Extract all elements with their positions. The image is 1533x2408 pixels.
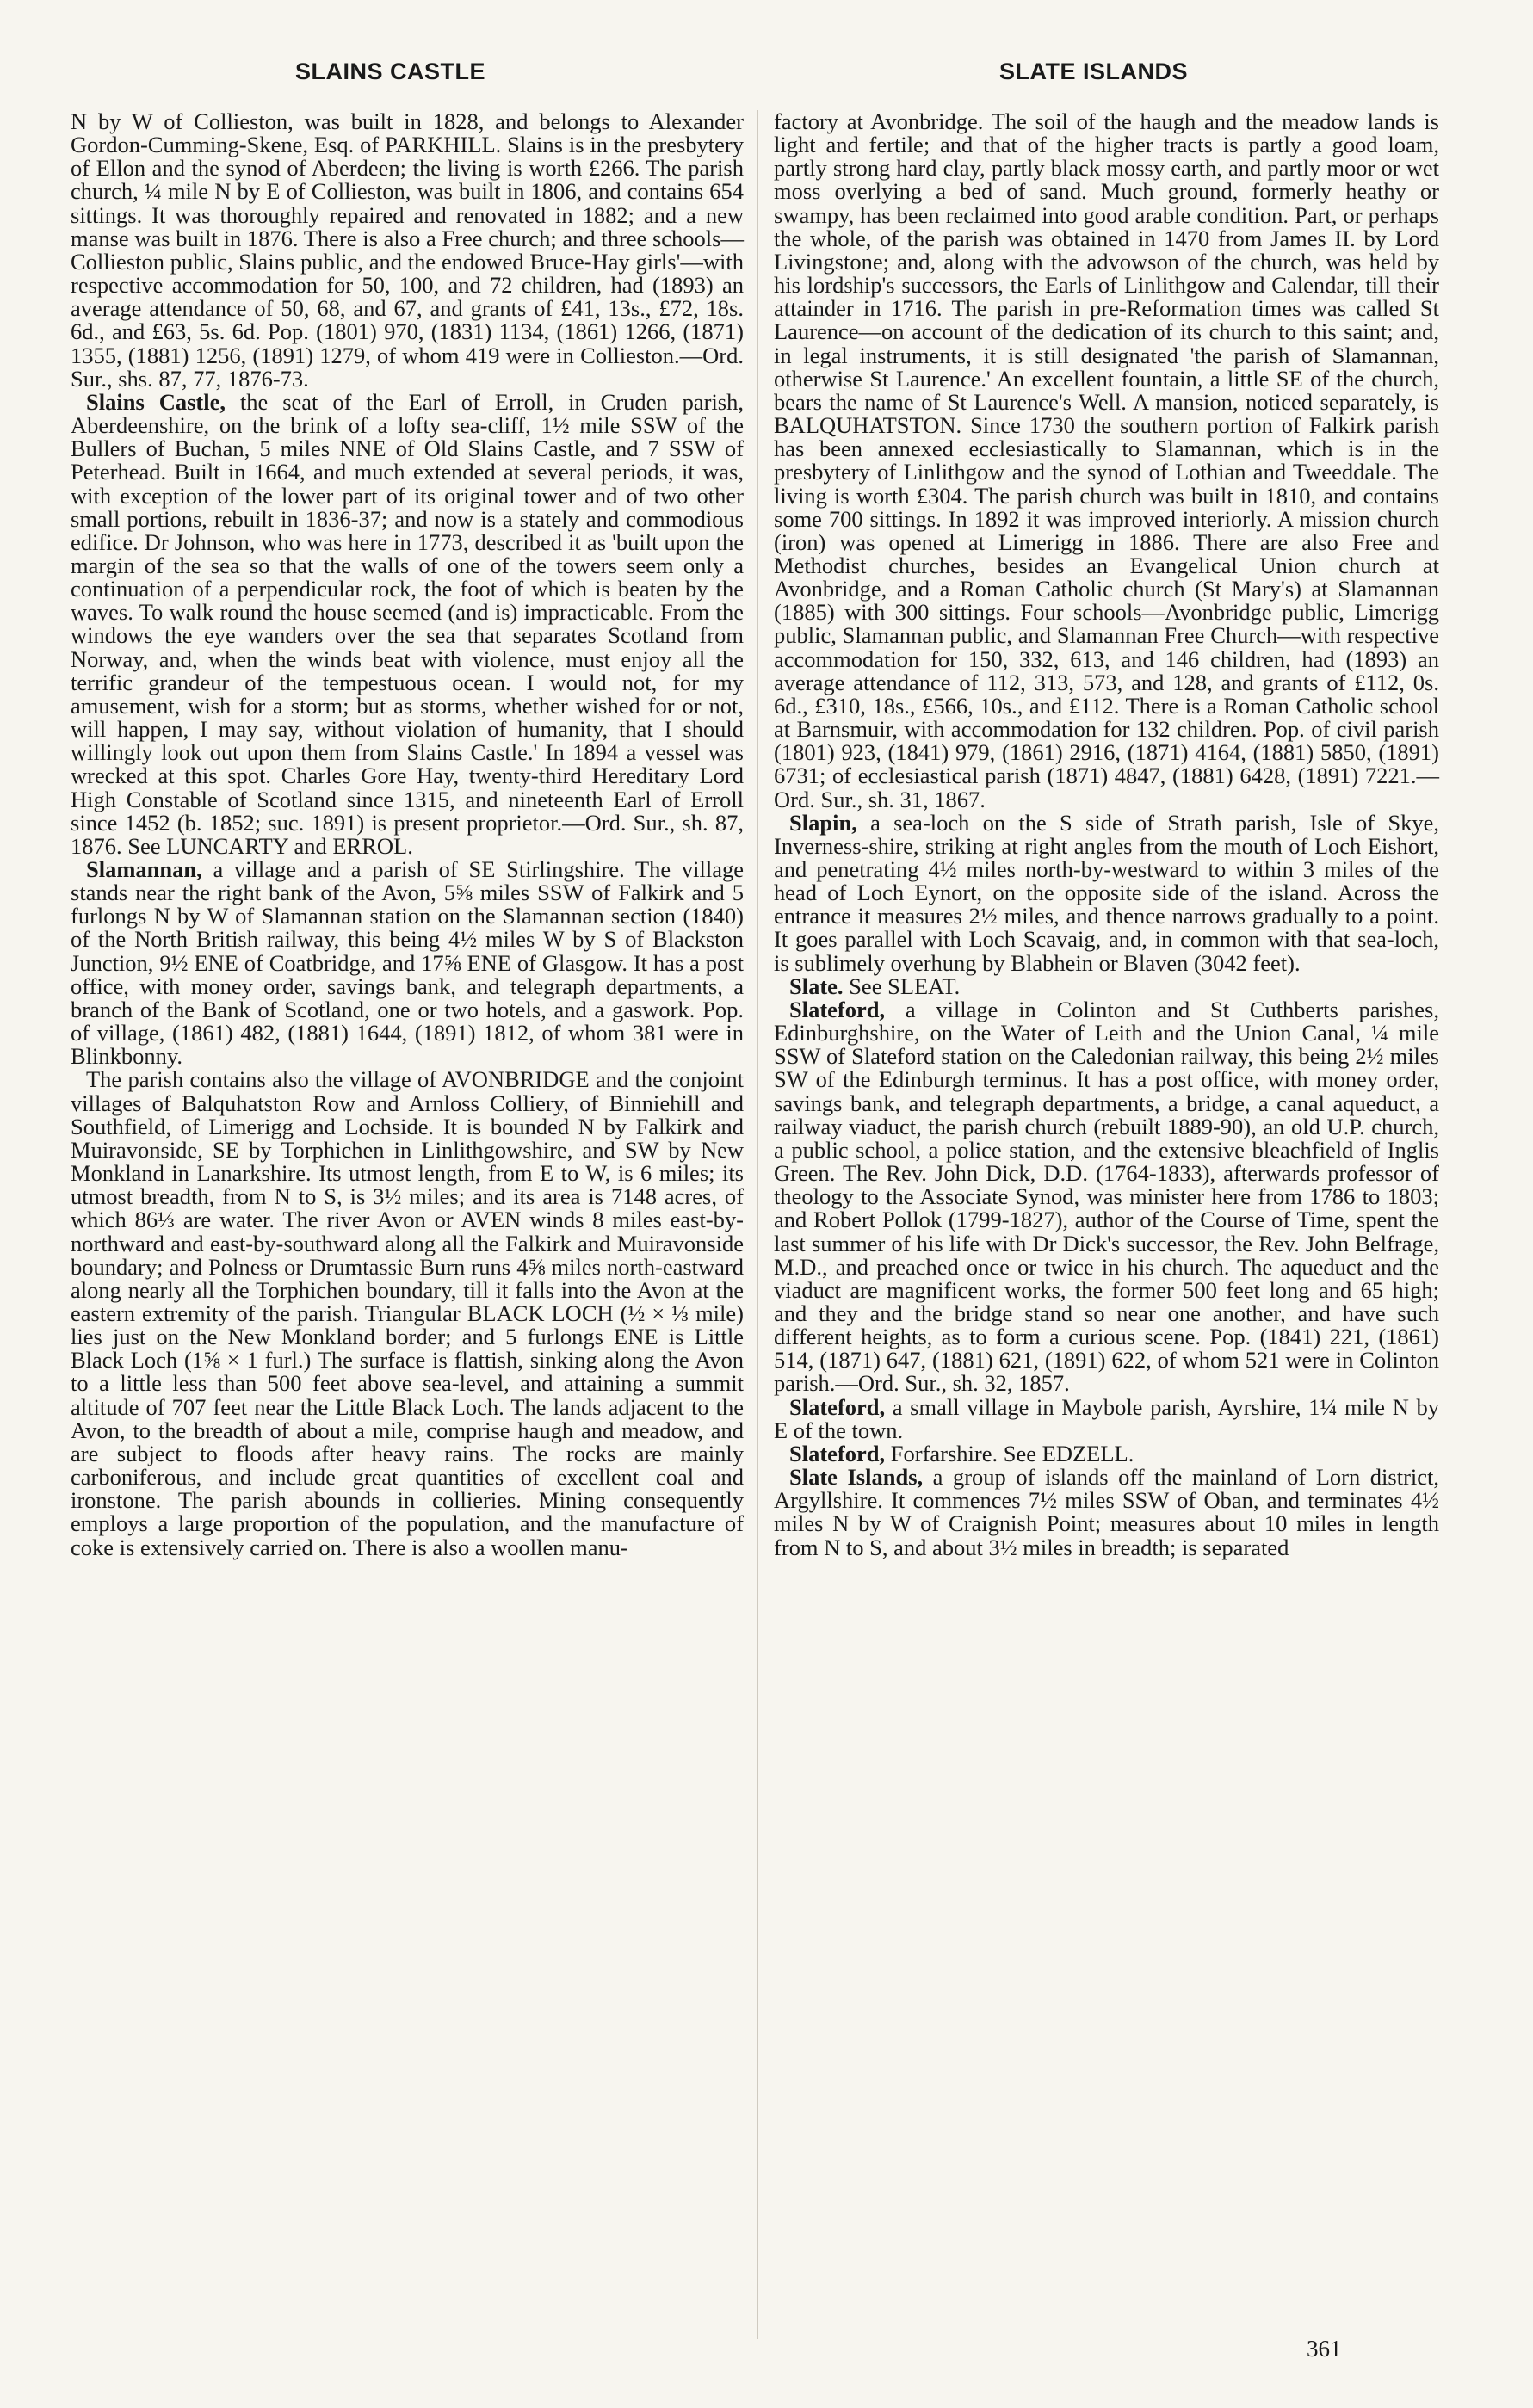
entry-headword: Slateford, [789, 996, 886, 1022]
entry-paragraph [774, 1466, 1439, 1559]
entry-headword: Slamannan, [86, 856, 202, 882]
entry-paragraph [774, 110, 1439, 812]
entry-text: a small village in Maybole parish, Ayrshire, 1¼ mile N by E of the town. [774, 1393, 1439, 1443]
entry-paragraph [774, 1442, 1439, 1466]
entry-headword: Slains Castle, [86, 388, 226, 415]
column-divider [757, 110, 758, 2339]
right-column [774, 110, 1439, 1559]
entry-paragraph [774, 998, 1439, 1396]
entry-paragraph [71, 110, 744, 391]
entry-text: Forfarshire. See EDZELL. [885, 1440, 1134, 1466]
entry-paragraph [774, 809, 1439, 976]
header-right: SLATE ISLANDS [999, 59, 1189, 84]
entry-text: a village in Colinton and St Cuthberts parishes, Edinburghshire, on the Water of Leith and the Union Canal, ¼ mile SSW of Slateford station on the Caledonian railway, this being 2½ miles SW of the Edinburgh terminus. It has a post office, with money order, savings bank, and telegraph departments, a bridge, a canal aqueduct, a railway viaduct, the parish church (rebuilt 1889-90), an old U.P. church, a public school, a police station, and the extensive bleachfield of Inglis Green. The Rev. John Dick, D.D. (1764-1833), afterwards professor of theology to the Associate Synod, was minister here from 1786 to 1803; and Robert Pollok (1799-1827), author of the Course of Time, spent the last summer of his life with Dr Dick's successor, the Rev. John Belfrage, M.D., and preached once or twice in his church. The aqueduct and the viaduct are magnificent works, the former 500 feet long and 65 high; and they and the bridge stand so near one another, and have such different heights, as to form a curious scene. Pop. (1841) 221, (1861) 514, (1871) 647, (1881) 621, (1891) 622, of whom 521 were in Colinton parish.—Ord. Sur., sh. 32, 1857. [774, 996, 1439, 1397]
entry-text: a group of islands off the mainland of Lorn district, Argyllshire. It commences 7½ miles SSW of Oban, and terminates 4½ miles N by W of Craignish Point; measures about 10 miles in length from N to S, and about 3½ miles in breadth; is separated [774, 1464, 1440, 1560]
entry-paragraph [71, 1068, 744, 1559]
entry-text: See SLEAT. [843, 972, 961, 999]
entry-headword: Slateford, [789, 1393, 886, 1420]
entry-paragraph [71, 388, 744, 859]
page-number: 361 [1307, 2336, 1342, 2362]
entry-headword: Slapin, [789, 809, 857, 836]
entry-text: a village and a parish of SE Stirlingshire. The village stands near the right bank of the Avon, 5⅝ miles SSW of Falkirk and 5 furlongs N by W of Slamannan station on the Slamannan section (1840) of the North British railway, this being 4½ miles W by S of Blackston Junction, 9½ ENE of Coatbridge, and 17⅝ ENE of Glasgow. It has a post office, with money order, savings bank, and telegraph departments, a branch of the Bank of Scotland, one or two hotels, and a gaswork. Pop. of village, (1861) 482, (1881) 1644, (1891) 1812, of whom 381 were in Blinkbonny. [71, 856, 744, 1070]
running-header [0, 59, 1533, 93]
entry-text: The parish contains also the village of AVONBRIDGE and the conjoint villages of Balquhatston Row and Arnloss Colliery, of Binniehill and Southfield, of Limerigg and Lochside. It is bounded N by Falkirk and Muiravonside, SE by Torphichen in Linlithgowshire, and SW by New Monkland in Lanarkshire. Its utmost length, from E to W, is 6 miles; its utmost breadth, from N to S, is 3½ miles; and its area is 7148 acres, of which 86⅓ are water. The river Avon or AVEN winds 8 miles east-by-northward and east-by-southward along all the Falkirk and Muiravonside boundary; and Polness or Drumtassie Burn runs 4⅝ miles north-eastward along nearly all the Torphichen boundary, till it falls into the Avon at the eastern extremity of the parish. Triangular BLACK LOCH (½ × ⅓ mile) lies just on the New Monkland border; and 5 furlongs ENE is Little Black Loch (1⅝ × 1 furl.) The surface is flattish, sinking along the Avon to a little less than 500 feet above sea-level, and attaining a summit altitude of 707 feet near the Little Black Loch. The lands adjacent to the Avon, to the breadth of about a mile, comprise haugh and meadow, and are subject to floods after heavy rains. The rocks are mainly carboniferous, and include great quantities of excellent coal and ironstone. The parish abounds in collieries. Mining consequently employs a large proportion of the population, and the manufacture of coke is extensively carried on. There is also a woollen manu- [71, 1066, 744, 1560]
entry-text: factory at Avonbridge. The soil of the haugh and the meadow lands is light and fertile; and that of the higher tracts is partly a good loam, partly strong hard clay, partly black mossy earth, and partly moor or wet moss overlying a bed of sand. Much ground, formerly heathy or swampy, has been reclaimed into good arable condition. Part, or perhaps the whole, of the parish was obtained in 1470 from James II. by Lord Livingstone; and, along with the advowson of the church, was held by his lordship's successors, the Earls of Linlithgow and Calendar, till their attainder in 1716. The parish in pre-Reformation times was called St Laurence—on account of the dedication of its church to this saint; and, in legal instruments, it is still designated 'the parish of Slamannan, otherwise St Laurence.' An excellent fountain, a little SE of the church, bears the name of St Laurence's Well. A mansion, noticed separately, is BALQUHATSTON. Since 1730 the southern portion of Falkirk parish has been annexed ecclesiastically to Slamannan, which is in the presbytery of Linlithgow and the synod of Lothian and Tweeddale. The living is worth £304. The parish church was built in 1810, and contains some 700 sittings. In 1892 it was improved interiorly. A mission church (iron) was opened at Limerigg in 1886. There are also Free and Methodist churches, besides an Evangelical Union church at Avonbridge, and a Roman Catholic church (St Mary's) at Slamannan (1885) with 300 sittings. Four schools—Avonbridge public, Limerigg public, Slamannan public, and Slamannan Free Church—with respective accommodation for 150, 332, 613, and 146 children, had (1893) an average attendance of 112, 313, 573, and 128, and grants of £112, 0s. 6d., £310, 18s., £566, 10s., and £112. There is a Roman Catholic school at Barnsmuir, with accommodation for 132 children. Pop. of civil parish (1801) 923, (1841) 979, (1861) 2916, (1871) 4164, (1881) 5850, (1891) 6731; of ecclesiastical parish (1871) 4847, (1881) 6428, (1891) 7221.—Ord. Sur., sh. 31, 1867. [774, 108, 1439, 812]
entry-headword: Slate. [789, 972, 844, 999]
entry-paragraph [774, 1393, 1439, 1443]
entry-paragraph [71, 858, 744, 1068]
left-column [71, 110, 744, 1559]
entry-text: a sea-loch on the S side of Strath parish, Isle of Skye, Inverness-shire, striking at right angles from the mouth of Loch Eishort, and penetrating 4½ miles north-by-westward to within 3 miles of the head of Loch Eynort, on the opposite side of the island. Across the entrance it measures 2½ miles, and thence narrows gradually to a point. It goes parallel with Loch Scavaig, and, in common with that sea-loch, is sublimely overhung by Blabhein or Blaven (3042 feet). [774, 809, 1439, 976]
entry-text: N by W of Collieston, was built in 1828, and belongs to Alexander Gordon-Cumming-Skene, Esq. of PARKHILL. Slains is in the presbytery of Ellon and the synod of Aberdeen; the living is worth £266. The parish church, ¼ mile N by E of Collieston, was built in 1806, and contains 654 sittings. It was thoroughly repaired and renovated in 1882; and a new manse was built in 1876. There is also a Free church; and three schools—Collieston public, Slains public, and the endowed Bruce-Hay girls'—with respective accommodation for 50, 100, and 72 children, had (1893) an average attendance of 50, 68, and 67, and grants of £41, 13s., £72, 18s. 6d., and £63, 5s. 6d. Pop. (1801) 970, (1831) 1134, (1861) 1266, (1871) 1355, (1881) 1256, (1891) 1279, of whom 419 were in Collieston.—Ord. Sur., shs. 87, 77, 1876-73. [71, 108, 744, 392]
entry-headword: Slateford, [789, 1440, 886, 1466]
entry-paragraph [774, 972, 1439, 999]
entry-text: the seat of the Earl of Erroll, in Cruden parish, Aberdeenshire, on the brink of a lofty sea-cliff, 1½ mile SSW of the Bullers of Buchan, 5 miles NNE of Old Slains Castle, and 7 SSW of Peterhead. Built in 1664, and much extended at several periods, it was, with exception of the lower part of its original tower and of two other small portions, rebuilt in 1836-37; and now is a stately and commodious edifice. Dr Johnson, who was here in 1773, described it as 'built upon the margin of the sea so that the walls of one of the towers seem only a continuation of a perpendicular rock, the foot of which is beaten by the waves. To walk round the house seemed (and is) impracticable. From the windows the eye wanders over the sea that separates Scotland from Norway, and, when the winds beat with violence, must enjoy all the terrific grandeur of the tempestuous ocean. I would not, for my amusement, wish for a storm; but as storms, whether wished for or not, will happen, I may say, without violation of humanity, that I should willingly look out upon them from Slains Castle.' In 1894 a vessel was wrecked at this spot. Charles Gore Hay, twenty-third Hereditary Lord High Constable of Scotland since 1315, and nineteenth Earl of Erroll since 1452 (b. 1852; suc. 1891) is present proprietor.—Ord. Sur., sh. 87, 1876. See LUNCARTY and ERROL. [71, 388, 744, 859]
entry-headword: Slate Islands, [789, 1464, 924, 1491]
header-left: SLAINS CASTLE [295, 59, 486, 84]
